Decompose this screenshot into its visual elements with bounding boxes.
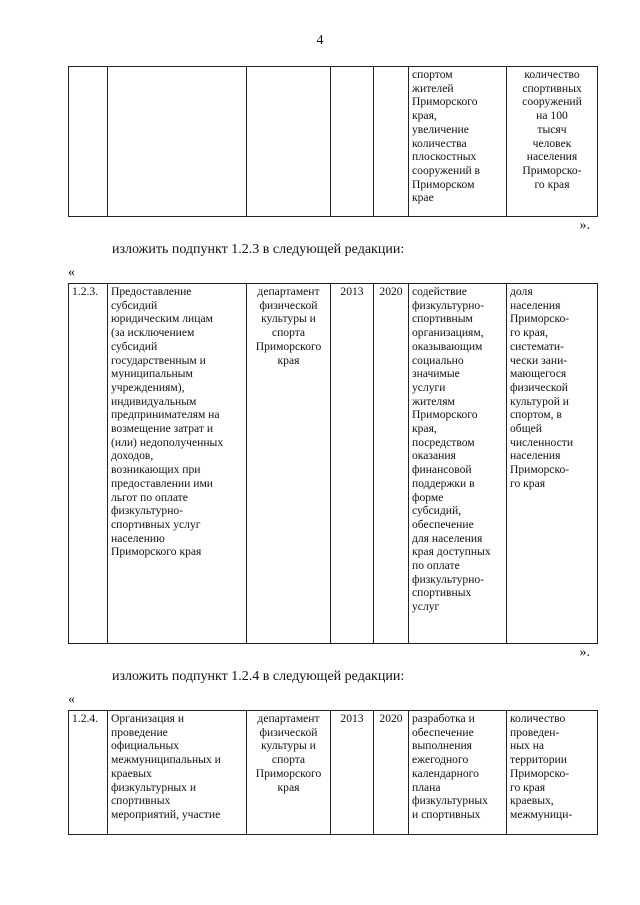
opening-quote: « (68, 692, 75, 707)
cell-end (374, 67, 409, 217)
cell-executor (247, 67, 331, 217)
cell-name: Организация и проведение официальных межмуниципальных и краевых физкультурных и спортивных мероприятий, участие (108, 711, 247, 835)
cell-executor: департамент физической культуры и спорта Приморского края (247, 711, 331, 835)
cell-start: 2013 (331, 711, 374, 835)
table-row (69, 284, 598, 644)
cell-result: содействие физкультурно- спортивным организациям, оказывающим социально значимые услуги жителям Приморского края, посредством оказания финансовой поддержки в форме субсидий, обеспечение для населения края доступных по оплате физкультурно- спортивных услуг (409, 284, 507, 644)
cell-name: Предоставление субсидий юридическим лицам (за исключением субсидий государственным и муниципальным учреждениям), индивидуальным предпринимателям на возмещение затрат и (или) недополученных доходов, возникающих при предоставлении ими льгот по оплате физкультурно- спортивных услуг населению Приморского края (108, 284, 247, 644)
cell-executor: департамент физической культуры и спорта Приморского края (247, 284, 331, 644)
table-subitem-1-2-4 (68, 710, 598, 835)
opening-quote: « (68, 265, 75, 280)
cell-indicator: количество проведен- ных на территории Приморско- го края краевых, межмуници- (507, 711, 598, 835)
cell-result: спортом жителей Приморского края, увеличение количества плоскостных сооружений в Приморском крае (409, 67, 507, 217)
page-number: 4 (316, 33, 324, 48)
cell-number: 1.2.3. (69, 284, 108, 644)
instruction-paragraph: изложить подпункт 1.2.3 в следующей редакции: (112, 242, 405, 257)
cell-number (69, 67, 108, 217)
table-continuation (68, 66, 598, 217)
table-row (69, 67, 598, 217)
instruction-paragraph: изложить подпункт 1.2.4 в следующей редакции: (112, 669, 405, 684)
closing-quote: ». (579, 218, 590, 233)
cell-result: разработка и обеспечение выполнения ежегодного календарного плана физкультурных и спортивных (409, 711, 507, 835)
cell-end: 2020 (374, 284, 409, 644)
cell-indicator: количество спортивных сооружений на 100 тысяч человек населения Приморско- го края (507, 67, 598, 217)
table-row (69, 711, 598, 835)
table-subitem-1-2-3 (68, 283, 598, 644)
cell-number: 1.2.4. (69, 711, 108, 835)
closing-quote: ». (579, 645, 590, 660)
cell-indicator: доля населения Приморско- го края, системати- чески зани- мающегося физической культурой и спортом, в общей численности населения Приморско- го края (507, 284, 598, 644)
cell-end: 2020 (374, 711, 409, 835)
cell-start (331, 67, 374, 217)
cell-start: 2013 (331, 284, 374, 644)
cell-name (108, 67, 247, 217)
